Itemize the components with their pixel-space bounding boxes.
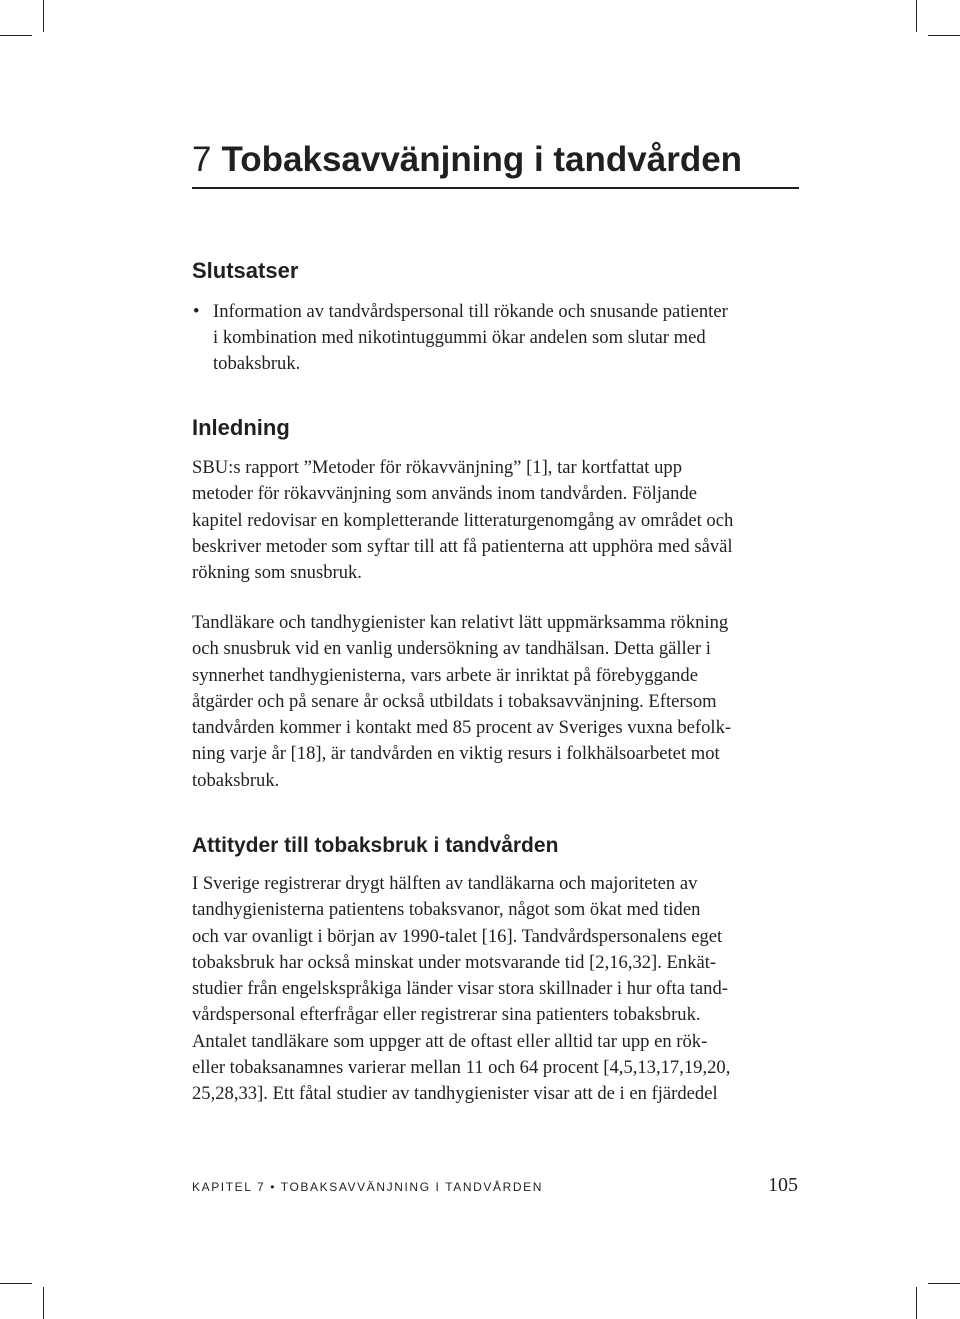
body-paragraph [192,610,804,794]
body-paragraph [192,455,804,586]
text-line: 25,28,33]. Ett fåtal studier av tandhygienister visar att de i en fjärdedel [192,1083,718,1105]
text-line: eller tobaksanamnes varierar mellan 11 och 64 procent [4,5,13,17,19,20, [192,1057,731,1079]
section-heading-slutsatser: Slutsatser [192,258,299,283]
text-line: rökning som snusbruk. [192,562,362,584]
text-line: och snusbruk vid en vanlig undersökning av tandhälsan. Detta gäller i [192,638,711,660]
text-line: synnerhet tandhygienisterna, vars arbete är inriktat på förebyggande [192,664,698,686]
section-heading-inledning: Inledning [192,415,290,440]
crop-mark [0,1283,32,1284]
text-line: och var ovanligt i början av 1990-talet [16]. Tandvårdspersonalens eget [192,925,723,947]
page-number: 105 [768,1174,798,1196]
chapter-number: 7 [192,140,212,179]
conclusion-bullet [192,299,804,377]
text-line: Antalet tandläkare som uppger att de oftast eller alltid tar upp en rök- [192,1030,708,1052]
crop-mark [928,1283,960,1284]
text-line: metoder för rökavvänjning som används inom tandvården. Följande [192,483,698,505]
text-line: Tandläkare och tandhygienister kan relativt lätt uppmärksamma rökning [192,612,729,633]
title-rule [192,187,799,189]
crop-mark [916,0,917,32]
section-heading-attityder: Attityder till tobaksbruk i tandvården [192,834,559,857]
crop-mark [0,35,32,36]
text-line: beskriver metoder som syftar till att få patienterna att upphöra med såväl [192,535,733,557]
chapter-title-text: Tobaksavvänjning i tandvården [221,140,743,179]
text-line: i kombination med nikotintuggummi ökar andelen som slutar med [213,327,706,348]
bullet-icon: • [193,301,200,322]
text-line: tandhygienisterna patientens tobaksvanor, något som ökat med tiden [192,899,701,921]
text-line: tandvården kommer i kontakt med 85 procent av Sveriges vuxna befolk- [192,717,732,739]
chapter-title [192,136,798,184]
text-line: ning varje år [18], är tandvården en viktig resurs i folkhälsoarbetet mot [192,743,720,765]
crop-mark [43,1287,44,1319]
text-line: vårdspersonal efterfrågar eller registrerar sina patienters tobaksbruk. [192,1004,701,1026]
text-line: SBU:s rapport ”Metoder för rökavvänjning” [1], tar kortfattat upp [192,457,683,478]
conclusions-list [192,299,804,377]
text-line: studier från engelskspråkiga länder visar stora skillnader i hur ofta tand- [192,978,728,1000]
running-footer: KAPITEL 7 • TOBAKSAVVÄNJNING I TANDVÅRDEN [192,1180,543,1194]
body-paragraph [192,871,804,1108]
text-line: tobaksbruk. [213,353,301,374]
text-line: tobaksbruk har också minskat under motsvarande tid [2,16,32]. Enkät- [192,951,717,973]
text-line: kapitel redovisar en kompletterande litteraturgenomgång av området och [192,509,734,531]
text-line: I Sverige registrerar drygt hälften av tandläkarna och majoriteten av [192,873,698,894]
text-line: Information av tandvårdspersonal till rökande och snusande patienter [213,301,728,322]
crop-mark [916,1287,917,1319]
text-line: tobaksbruk. [192,769,280,791]
crop-mark [43,0,44,32]
text-line: åtgärder och på senare år också utbildats i tobaksavvänjning. Eftersom [192,690,717,712]
crop-mark [928,35,960,36]
